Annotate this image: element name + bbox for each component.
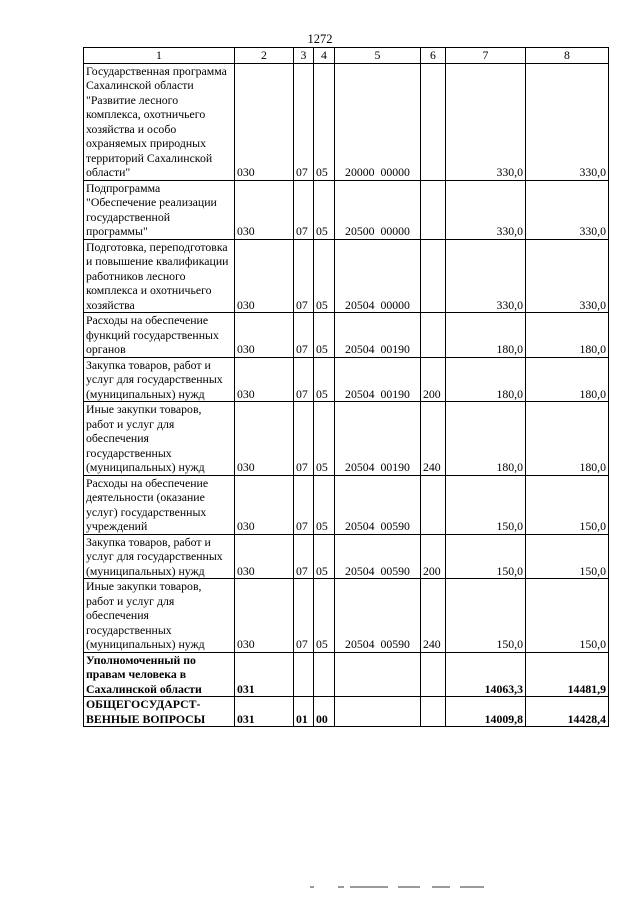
cell-code-5: 20504 00590 [335, 534, 421, 579]
cell-value-7: 180,0 [446, 313, 526, 358]
cell-code-5: 20504 00590 [335, 475, 421, 534]
cell-code-4: 05 [314, 180, 335, 239]
cell-value-7: 150,0 [446, 475, 526, 534]
cell-value-8: 150,0 [526, 534, 609, 579]
cell-code-6 [421, 180, 446, 239]
cell-code-4: 05 [314, 63, 335, 180]
table-row [84, 402, 609, 476]
cell-value-7: 150,0 [446, 579, 526, 653]
cell-code-5: 20504 00590 [335, 579, 421, 653]
cell-code-3 [294, 652, 314, 697]
header-cell-3: 3 [294, 48, 314, 64]
cell-code-2: 030 [235, 534, 294, 579]
cell-code-2: 030 [235, 63, 294, 180]
cell-value-7: 14009,8 [446, 697, 526, 727]
cell-code-6 [421, 697, 446, 727]
cell-value-8: 150,0 [526, 475, 609, 534]
cell-name: Подготовка, переподготовка и повышение квалификации работников лесного комплекса и охотничьего хозяйства [84, 239, 235, 313]
cell-code-2: 030 [235, 239, 294, 313]
cell-code-4: 05 [314, 313, 335, 358]
cell-code-4: 05 [314, 402, 335, 476]
cell-code-4: 05 [314, 475, 335, 534]
cell-code-5: 20000 00000 [335, 63, 421, 180]
cell-code-6: 200 [421, 357, 446, 402]
cell-value-8: 330,0 [526, 180, 609, 239]
cell-name: Иные закупки товаров, работ и услуг для обеспечения государственных (муниципальных) нужд [84, 402, 235, 476]
cell-code-3: 07 [294, 239, 314, 313]
cell-value-8: 150,0 [526, 579, 609, 653]
cell-name: Расходы на обеспечение деятельности (оказание услуг) государственных учреждений [84, 475, 235, 534]
cell-value-8: 330,0 [526, 63, 609, 180]
cell-name: Подпрограмма "Обеспечение реализации государственной программы" [84, 180, 235, 239]
table-body [84, 48, 609, 727]
cell-value-8: 180,0 [526, 357, 609, 402]
table-row [84, 652, 609, 697]
cell-value-7: 330,0 [446, 239, 526, 313]
cell-code-2: 030 [235, 357, 294, 402]
cell-code-6 [421, 475, 446, 534]
cell-code-2: 031 [235, 697, 294, 727]
cell-code-5: 20504 00000 [335, 239, 421, 313]
header-cell-5: 5 [335, 48, 421, 64]
header-row [84, 48, 609, 64]
cell-code-2: 030 [235, 475, 294, 534]
cell-code-6 [421, 239, 446, 313]
cell-code-6: 240 [421, 402, 446, 476]
cell-code-3: 07 [294, 180, 314, 239]
cell-value-7: 180,0 [446, 357, 526, 402]
header-cell-8: 8 [526, 48, 609, 64]
page-number: 1272 [307, 32, 333, 46]
cell-code-4: 05 [314, 239, 335, 313]
budget-table [83, 47, 609, 727]
scan-smudge [310, 886, 510, 890]
cell-code-5: 20504 00190 [335, 313, 421, 358]
cell-value-8: 14481,9 [526, 652, 609, 697]
cell-code-2: 030 [235, 579, 294, 653]
cell-value-7: 330,0 [446, 180, 526, 239]
cell-value-8: 180,0 [526, 313, 609, 358]
table-row [84, 534, 609, 579]
cell-name: Иные закупки товаров, работ и услуг для обеспечения государственных (муниципальных) нужд [84, 579, 235, 653]
table-row [84, 180, 609, 239]
cell-code-4: 00 [314, 697, 335, 727]
cell-value-8: 330,0 [526, 239, 609, 313]
table-row [84, 63, 609, 180]
header-cell-6: 6 [421, 48, 446, 64]
cell-value-7: 14063,3 [446, 652, 526, 697]
cell-code-2: 031 [235, 652, 294, 697]
cell-name: Государственная программа Сахалинской области "Развитие лесного комплекса, охотничьего хозяйства и особо охраняемых природных территорий Сахалинской области" [84, 63, 235, 180]
cell-code-6 [421, 313, 446, 358]
cell-code-3: 01 [294, 697, 314, 727]
cell-value-7: 150,0 [446, 534, 526, 579]
cell-code-4: 05 [314, 534, 335, 579]
cell-value-8: 180,0 [526, 402, 609, 476]
cell-value-7: 330,0 [446, 63, 526, 180]
header-cell-2: 2 [235, 48, 294, 64]
cell-code-6 [421, 652, 446, 697]
cell-code-6 [421, 63, 446, 180]
table-row [84, 313, 609, 358]
cell-name: Закупка товаров, работ и услуг для государственных (муниципальных) нужд [84, 357, 235, 402]
cell-code-4 [314, 652, 335, 697]
cell-code-5: 20500 00000 [335, 180, 421, 239]
cell-code-3: 07 [294, 63, 314, 180]
header-cell-1: 1 [84, 48, 235, 64]
cell-name: Закупка товаров, работ и услуг для государственных (муниципальных) нужд [84, 534, 235, 579]
cell-code-6: 240 [421, 579, 446, 653]
cell-code-5: 20504 00190 [335, 357, 421, 402]
table-row [84, 475, 609, 534]
header-cell-4: 4 [314, 48, 335, 64]
table-row [84, 357, 609, 402]
cell-name: ОБЩЕГОСУДАРСТ-ВЕННЫЕ ВОПРОСЫ [84, 697, 235, 727]
header-cell-7: 7 [446, 48, 526, 64]
cell-code-6: 200 [421, 534, 446, 579]
cell-code-2: 030 [235, 402, 294, 476]
cell-code-3: 07 [294, 402, 314, 476]
cell-code-3: 07 [294, 313, 314, 358]
table-row [84, 697, 609, 727]
cell-code-4: 05 [314, 357, 335, 402]
cell-value-8: 14428,4 [526, 697, 609, 727]
cell-code-3: 07 [294, 475, 314, 534]
cell-code-5 [335, 652, 421, 697]
cell-code-3: 07 [294, 534, 314, 579]
cell-code-3: 07 [294, 579, 314, 653]
cell-name: Расходы на обеспечение функций государственных органов [84, 313, 235, 358]
cell-code-4: 05 [314, 579, 335, 653]
cell-code-5: 20504 00190 [335, 402, 421, 476]
cell-name: Уполномоченный по правам человека в Сахалинской области [84, 652, 235, 697]
cell-code-2: 030 [235, 313, 294, 358]
cell-code-5 [335, 697, 421, 727]
table-row [84, 579, 609, 653]
table-row [84, 239, 609, 313]
cell-code-2: 030 [235, 180, 294, 239]
cell-value-7: 180,0 [446, 402, 526, 476]
cell-code-3: 07 [294, 357, 314, 402]
